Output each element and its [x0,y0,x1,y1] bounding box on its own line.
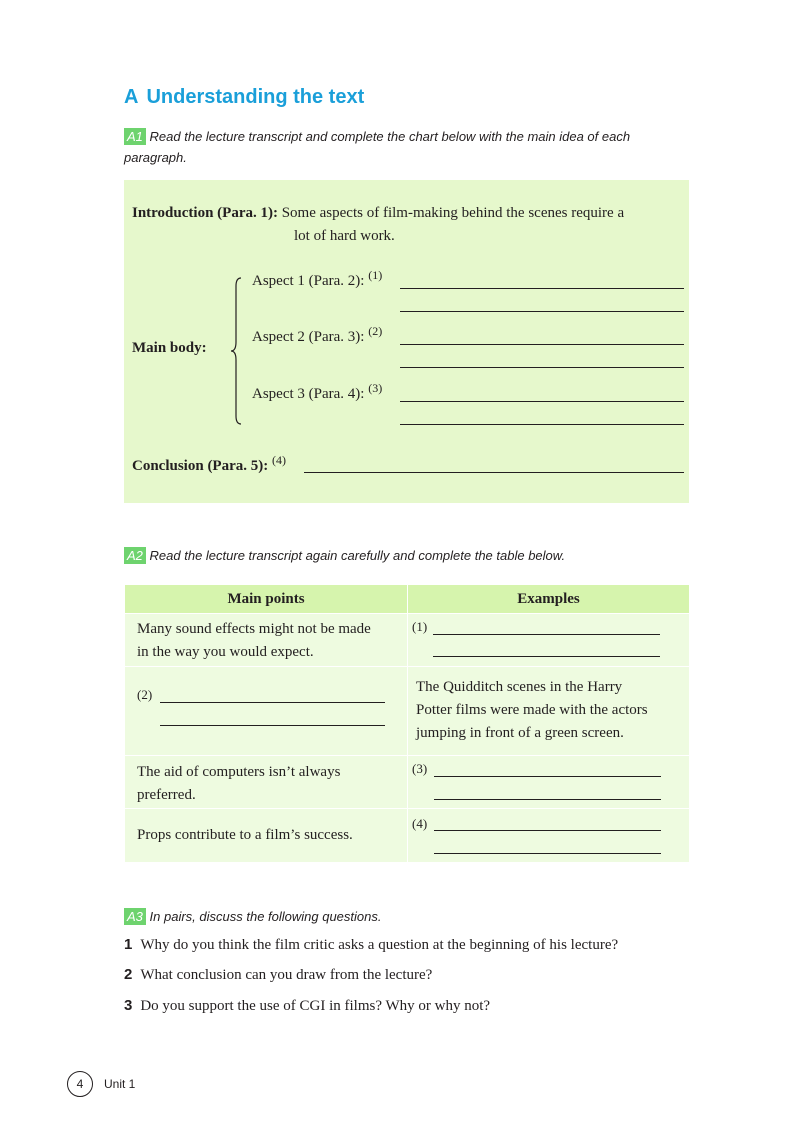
section-title [124,86,364,109]
aspect-1-answer-line-2[interactable] [400,311,684,312]
aspect-3-answer-line-2[interactable] [400,424,684,425]
intro-text-line1: Some aspects of film-making behind the scenes require a [281,205,625,221]
question-3-number: 3 [124,997,133,1014]
aspect-2-number: (2) [368,324,383,338]
question-3-text: Do you support the use of CGI in films? Why or why not? [140,998,491,1014]
row-1-example-answer-line-1[interactable] [433,634,660,635]
aspect-1-label: Aspect 1 (Para. 2): [252,273,365,289]
header-main-points: Main points [125,585,408,614]
header-examples: Examples [408,585,690,614]
a3-instruction-text: In pairs, discuss the following questions. [149,909,382,924]
curly-brace-icon [228,276,244,426]
main-body-label: Main body: [132,340,207,356]
row-2-main-answer-line-1[interactable] [160,702,385,703]
row-1-example-answer-line-2[interactable] [433,656,660,657]
question-1 [124,936,618,954]
row-1-main-line1: Many sound effects might not be made [137,621,371,637]
question-3 [124,997,490,1015]
a1-tag: A1 [124,128,146,145]
question-1-text: Why do you think the film critic asks a question at the beginning of his lecture? [140,937,619,953]
a1-instruction-line2: paragraph. [124,150,187,165]
aspect-2-label: Aspect 2 (Para. 3): [252,329,365,345]
row-1-example-number: (1) [412,619,428,634]
aspect-1-answer-line-1[interactable] [400,288,684,289]
intro-text-line2: lot of hard work. [294,228,395,244]
a2-tag: A2 [124,547,146,564]
row-3-example-number: (3) [412,761,428,776]
aspect-2-answer-line-2[interactable] [400,367,684,368]
table-row [125,809,690,863]
question-2 [124,966,432,984]
conclusion-number: (4) [272,453,286,467]
conclusion-label: Conclusion (Para. 5): [132,458,269,474]
main-idea-chart [124,180,689,503]
row-2-main-number: (2) [137,687,153,702]
question-2-number: 2 [124,966,133,983]
main-points-table [124,584,690,863]
row-2-example-line1: The Quidditch scenes in the Harry [416,679,623,695]
row-2-main-answer-line-2[interactable] [160,725,385,726]
row-2-example-line2: Potter films were made with the actors [416,702,648,718]
table-row [125,614,690,667]
row-3-main-line1: The aid of computers isn’t always [137,764,341,780]
row-4-example-number: (4) [412,816,428,831]
row-2-example-line3: jumping in front of a green screen. [416,725,624,741]
row-4-example-answer-line-2[interactable] [434,853,661,854]
a2-instruction [124,545,565,566]
row-3-example-answer-line-2[interactable] [434,799,661,800]
row-4-main-line1: Props contribute to a film’s success. [137,827,353,843]
question-1-number: 1 [124,936,133,953]
aspect-3-number: (3) [368,381,383,395]
section-title-text: Understanding the text [146,86,365,108]
a1-instruction [124,126,694,168]
page-number: 4 [67,1071,93,1097]
unit-label: Unit 1 [104,1077,136,1091]
intro-label: Introduction (Para. 1): [132,205,278,221]
a3-tag: A3 [124,908,146,925]
question-2-text: What conclusion can you draw from the lecture? [140,967,433,983]
table-row [125,667,690,756]
aspect-2-answer-line-1[interactable] [400,344,684,345]
section-letter: A [124,86,139,108]
a3-instruction [124,906,382,927]
aspect-1-number: (1) [368,268,383,282]
row-4-example-answer-line-1[interactable] [434,830,661,831]
row-1-main-line2: in the way you would expect. [137,644,314,660]
aspect-3-label: Aspect 3 (Para. 4): [252,386,365,402]
row-3-example-answer-line-1[interactable] [434,776,661,777]
row-3-main-line2: preferred. [137,787,196,803]
table-row [125,756,690,809]
conclusion-answer-line[interactable] [304,472,684,473]
aspect-3-answer-line-1[interactable] [400,401,684,402]
a1-instruction-line1: Read the lecture transcript and complete the chart below with the main idea of each [149,129,631,144]
a2-instruction-text: Read the lecture transcript again carefully and complete the table below. [149,548,566,563]
